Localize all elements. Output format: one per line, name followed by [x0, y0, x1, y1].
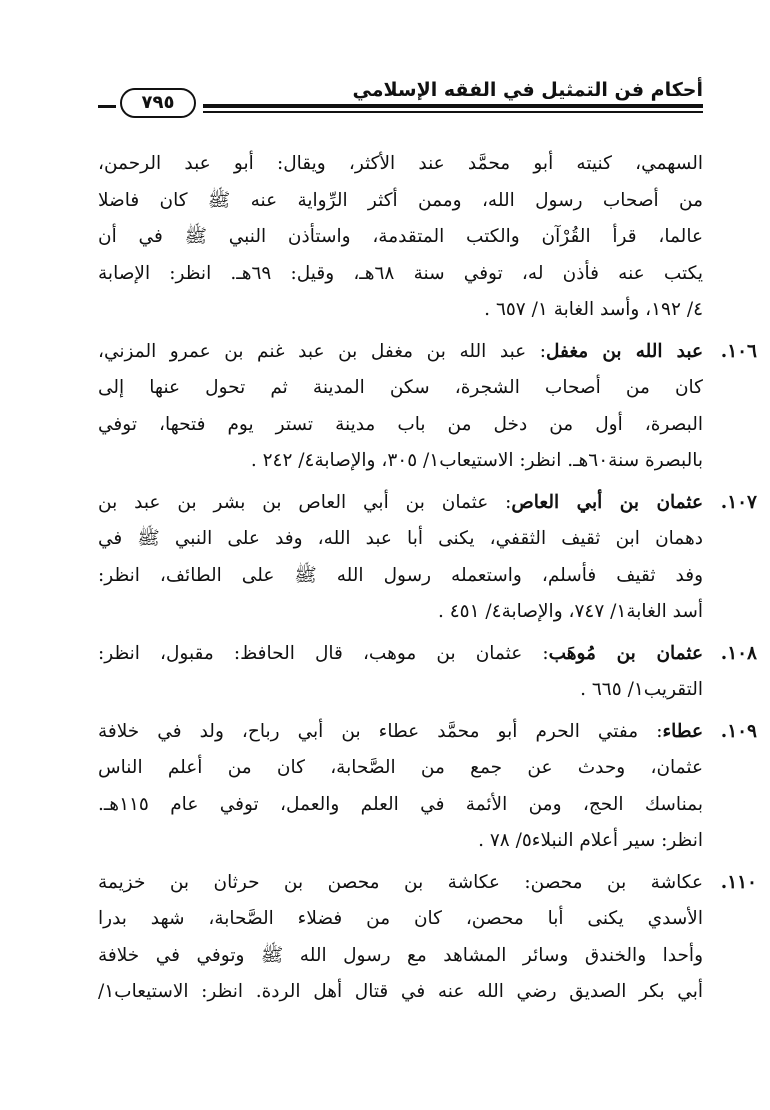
- text-line: عثمان، وحدث عن جمع من الصَّحابة، كان من أعلم الناس: [98, 757, 703, 778]
- text-line: أسد الغابة١/ ٧٤٧، والإصابة٤/ ٤٥١ .: [437, 601, 703, 622]
- text-segment: : عثمان بن أبي العاص بن بشر بن عبد بن: [98, 491, 512, 513]
- biography-entry: [98, 865, 757, 1011]
- page-body: [98, 146, 757, 1016]
- entry-number: ١٠٨.: [720, 642, 757, 664]
- text-line: عالما، قرأ القُرْآن والكتب المتقدمة، واستأذن النبي ﷺ في أن: [98, 226, 703, 247]
- book-title: أحكام فن التمثيل في الفقه الإسلامي: [352, 79, 703, 101]
- text-line: [98, 714, 703, 751]
- header-rule-left: [98, 105, 116, 108]
- biography-entry: [98, 334, 757, 480]
- entry-name: عطاء: [662, 720, 703, 742]
- text-line: [98, 636, 703, 673]
- page-number: ٧٩٥: [120, 88, 196, 118]
- entry-name: عثمان بن أبي العاص: [511, 491, 703, 513]
- text-line: ٤/ ١٩٢، وأسد الغابة ١/ ٦٥٧ .: [484, 299, 703, 320]
- header-rule-thick: [203, 104, 703, 108]
- text-segment: : عثمان بن موهب، قال الحافظ: مقبول، انظر:: [98, 642, 549, 664]
- text-line: بالبصرة سنة٦٠هـ. انظر: الاستيعاب١/ ٣٠٥، والإصابة٤/ ٢٤٢ .: [250, 450, 703, 471]
- entry-name: عثمان بن مُوهَب: [548, 642, 703, 664]
- text-line: التقريب١/ ٦٦٥ .: [580, 679, 703, 700]
- running-header: [98, 78, 703, 122]
- entry-name: عبد الله بن مغفل: [546, 340, 703, 362]
- biography-entry: [98, 485, 757, 631]
- text-line: أبي بكر الصديق رضي الله عنه في قتال أهل الردة. انظر: الاستيعاب١/: [98, 981, 703, 1002]
- text-line: عكاشة بن محصن: عكاشة بن محصن بن حرثان بن خزيمة: [98, 871, 703, 893]
- text-line: انظر: سير أعلام النبلاء٥/ ٧٨ .: [478, 830, 703, 851]
- biography-entry: [98, 146, 703, 329]
- text-line: [98, 485, 703, 522]
- text-line: وفد ثقيف فأسلم، واستعمله رسول الله ﷺ على الطائف، انظر:: [98, 564, 703, 586]
- text-line: كان من أصحاب الشجرة، سكن المدينة ثم تحول عنها إلى: [98, 377, 703, 398]
- text-line: الأسدي يكنى أبا محصن، كان من فضلاء الصَّحابة، شهد بدرا: [98, 908, 703, 929]
- biography-entry: [98, 714, 757, 860]
- entry-number: ١٠٩.: [720, 720, 757, 742]
- entry-number: ١٠٦.: [720, 340, 757, 362]
- text-segment: : مفتي الحرم أبو محمَّد عطاء بن أبي رباح، ولد في خلافة: [98, 720, 663, 742]
- text-line: البصرة، أول من دخل من باب مدينة تستر يوم فتحها، توفي: [98, 413, 703, 435]
- entry-number: ١٠٧.: [720, 491, 757, 513]
- text-line: يكتب عنه فأذن له، توفي سنة ٦٨هـ، وقيل: ٦٩هـ. انظر: الإصابة: [98, 262, 704, 284]
- text-line: دهمان ابن ثقيف الثقفي، يكنى أبا عبد الله، وفد على النبي ﷺ في: [98, 528, 703, 549]
- text-line: من أصحاب رسول الله، وممن أكثر الرِّواية عنه ﷺ كان فاضلا: [98, 189, 703, 211]
- header-rule-thin: [203, 111, 703, 113]
- text-line: [98, 334, 703, 371]
- text-line: وأحدا والخندق وسائر المشاهد مع رسول الله ﷺ وتوفي في خلافة: [98, 944, 703, 966]
- text-line: السهمي، كنيته أبو محمَّد عند الأكثر، ويقال: أبو عبد الرحمن،: [98, 153, 703, 174]
- text-line: بمناسك الحج، ومن الأئمة في العلم والعمل، توفي عام ١١٥هـ.: [98, 793, 703, 815]
- text-segment: : عبد الله بن مغفل بن عبد غنم بن عمرو المزني،: [98, 340, 546, 362]
- biography-entry: [98, 636, 757, 709]
- entry-number: ١١٠.: [720, 871, 757, 893]
